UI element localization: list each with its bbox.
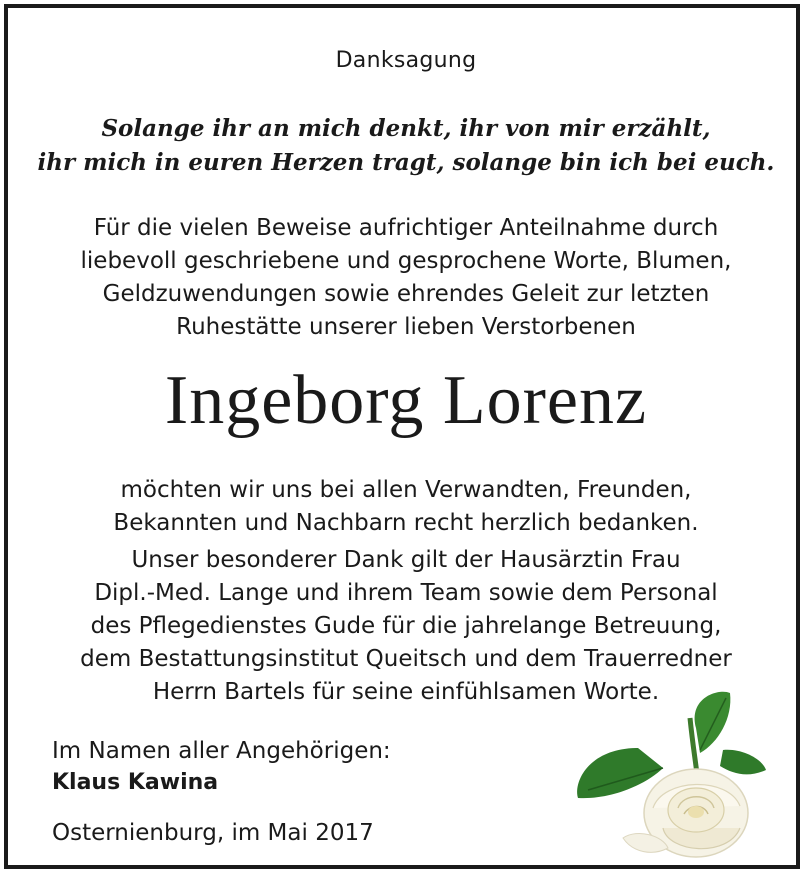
deceased-name: Ingeborg Lorenz: [164, 362, 648, 439]
quote: [8, 112, 800, 180]
special-thanks-line: Unser besonderer Dank gilt der Hausärztin Frau: [131, 547, 681, 573]
intro-paragraph: [8, 212, 800, 344]
white-rose-icon: [568, 688, 768, 868]
special-thanks-line: Herrn Bartels für seine einfühlsamen Worte.: [152, 679, 660, 705]
thanks-line: Bekannten und Nachbarn recht herzlich bedanken.: [113, 510, 699, 536]
notice-frame: [4, 4, 800, 869]
special-thanks-paragraph: [8, 544, 800, 709]
special-thanks-line: Dipl.-Med. Lange und ihrem Team sowie dem Personal: [94, 580, 718, 606]
intro-line: Geldzuwendungen sowie ehrendes Geleit zur letzten: [102, 281, 710, 307]
intro-line: Für die vielen Beweise aufrichtiger Anteilnahme durch: [93, 215, 719, 241]
quote-line-1: Solange ihr an mich denkt, ihr von mir erzählt,: [101, 115, 711, 142]
intro-line: Ruhestätte unserer lieben Verstorbenen: [176, 314, 636, 340]
notice-heading: Danksagung: [335, 48, 477, 73]
signature-intro: Im Namen aller Angehörigen:: [52, 738, 391, 764]
quote-line-2: ihr mich in euren Herzen tragt, solange bin ich bei euch.: [37, 149, 775, 176]
thanks-line: möchten wir uns bei allen Verwandten, Freunden,: [120, 477, 692, 503]
special-thanks-line: des Pflegedienstes Gude für die jahrelange Betreuung,: [90, 613, 722, 639]
place-date: Osternienburg, im Mai 2017: [52, 820, 374, 846]
signature-name: Klaus Kawina: [52, 770, 219, 795]
special-thanks-line: dem Bestattungsinstitut Queitsch und dem Trauerredner: [80, 646, 732, 672]
intro-line: liebevoll geschriebene und gesprochene Worte, Blumen,: [80, 248, 732, 274]
thanks-paragraph: [8, 474, 800, 540]
